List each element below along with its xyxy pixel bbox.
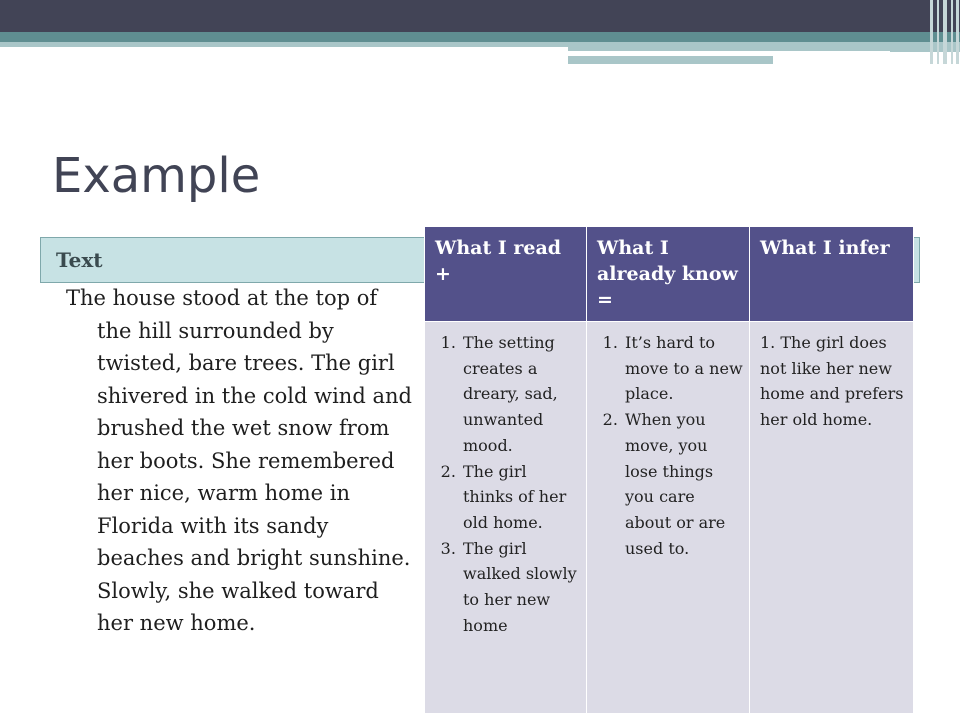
table-header-row [425,227,914,322]
top-bar-white-line [568,51,890,53]
list-item: 1. It’s hard to move to a new place. [623,330,743,407]
top-bar-dark [0,0,960,32]
header-what-i-infer: What I infer [750,227,914,322]
header-what-i-read: What I read + [425,227,587,322]
list-item: 3. The girl walked slowly to her new home [461,536,580,639]
list-item: 2. When you move, you lose things you care about or are used to. [623,407,743,561]
inference-table [424,226,914,714]
infer-text: 1. The girl does not like her new home and prefers her old home. [760,333,904,430]
list-item: 2. The girl thinks of her old home. [461,459,580,536]
header-what-i-already-know: What I already know = [587,227,750,322]
top-bar-teal [0,32,960,42]
slide-title: Example [52,148,261,204]
passage-block [66,282,418,640]
table-body-row [425,322,914,714]
top-bar-stripes [928,0,960,64]
read-list [431,330,580,638]
passage-text: The house stood at the top of the hill surrounded by twisted, bare trees. The girl shivered in the cold wind and brushed the wet snow from her boots. She remembered her nice, warm home in Florida with its sandy beaches and bright sunshine. Slowly, she walked toward her new home. [66,286,412,635]
know-list [593,330,743,561]
cell-what-i-infer [750,322,914,714]
cell-what-i-already-know [587,322,750,714]
list-item: 1. The setting creates a dreary, sad, unwanted mood. [461,330,580,459]
top-bar-light-short [568,56,773,64]
text-section-label: Text [56,248,103,272]
top-bar-light [0,42,568,47]
cell-what-i-read [425,322,587,714]
